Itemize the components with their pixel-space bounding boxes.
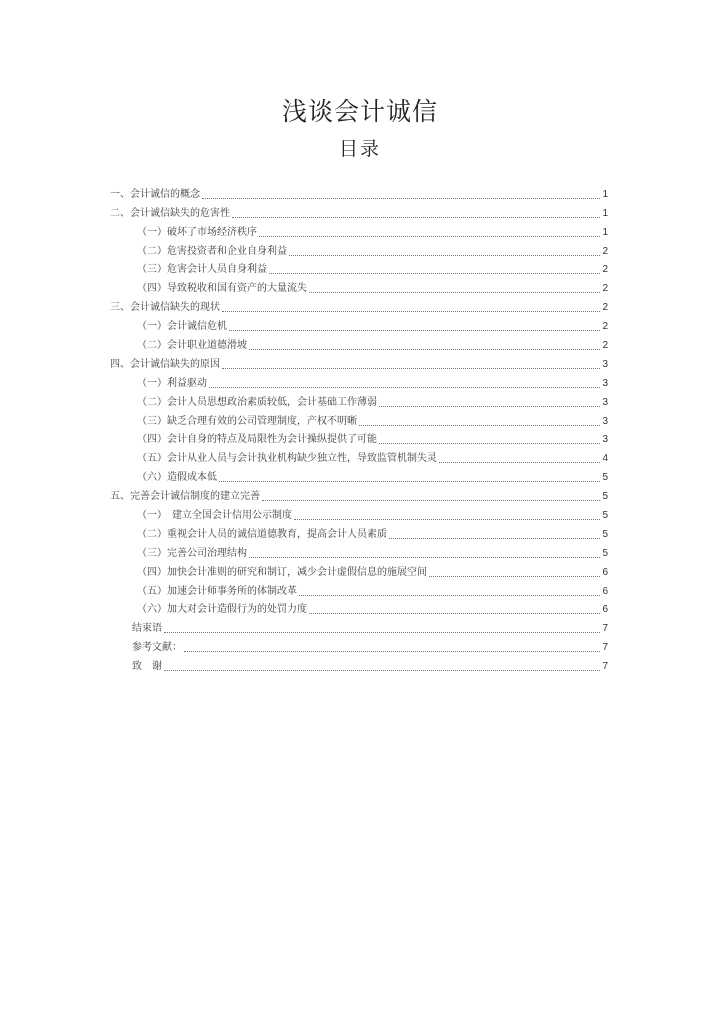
toc-page-number: 3 bbox=[602, 396, 608, 408]
toc-entry[interactable] bbox=[110, 465, 610, 484]
toc-entry[interactable] bbox=[110, 635, 610, 654]
toc-page-number: 6 bbox=[602, 604, 608, 616]
toc-entry[interactable] bbox=[110, 409, 610, 428]
toc-dot-leader bbox=[262, 499, 600, 501]
toc-entry[interactable] bbox=[110, 560, 610, 579]
toc-page-number: 5 bbox=[602, 528, 608, 540]
toc-page-number: 5 bbox=[602, 547, 608, 559]
toc-entry-title: （五）会计从业人员与会计执业机构缺少独立性，导致监管机制失灵 bbox=[137, 453, 437, 465]
toc-entry-title: 致 谢 bbox=[132, 661, 162, 673]
toc-entry[interactable] bbox=[110, 446, 610, 465]
toc-page-number: 3 bbox=[602, 434, 608, 446]
toc-entry-title: （一）破坏了市场经济秩序 bbox=[137, 226, 257, 238]
toc-entry-title: 结束语 bbox=[132, 623, 162, 635]
toc-page-number: 2 bbox=[602, 283, 608, 295]
toc-entry[interactable] bbox=[110, 220, 610, 239]
toc-dot-leader bbox=[249, 348, 600, 350]
toc-page-number: 6 bbox=[602, 585, 608, 597]
toc-entry-title: （一） 建立全国会计信用公示制度 bbox=[137, 510, 292, 522]
toc-page-number: 5 bbox=[602, 472, 608, 484]
toc-entry[interactable] bbox=[110, 428, 610, 447]
toc-entry[interactable] bbox=[110, 484, 610, 503]
toc-entry-title: （四）导致税收和国有资产的大量流失 bbox=[137, 283, 307, 295]
toc-entry-title: （四）加快会计准则的研究和制订，减少会计虚假信息的施展空间 bbox=[137, 566, 427, 578]
toc-entry-title: （六）造假成本低 bbox=[137, 472, 217, 484]
toc-entry[interactable] bbox=[110, 371, 610, 390]
toc-entry-title: 五、完善会计诚信制度的建立完善 bbox=[110, 491, 260, 503]
toc-heading: 目录 bbox=[338, 138, 381, 160]
toc-entry-title: 一、会计诚信的概念 bbox=[110, 188, 200, 200]
toc-entry-title: 参考文献： bbox=[132, 642, 182, 654]
toc-entry[interactable] bbox=[110, 239, 610, 258]
toc-entry[interactable] bbox=[110, 333, 610, 352]
toc-dot-leader bbox=[379, 405, 600, 407]
toc-dot-leader bbox=[429, 575, 600, 577]
toc-entry-title: （三）缺乏合理有效的公司管理制度，产权不明晰 bbox=[137, 415, 357, 427]
toc-entry-title: （三）危害会计人员自身利益 bbox=[137, 264, 267, 276]
toc-entry[interactable] bbox=[110, 295, 610, 314]
toc-dot-leader bbox=[232, 216, 600, 218]
toc-dot-leader bbox=[222, 310, 600, 312]
toc-entry[interactable] bbox=[110, 541, 610, 560]
toc-page-number: 5 bbox=[602, 510, 608, 522]
toc-entry-title: （二）重视会计人员的诚信道德教育，提高会计人员素质 bbox=[137, 528, 387, 540]
toc-dot-leader bbox=[379, 442, 600, 444]
toc-dot-leader bbox=[309, 291, 600, 293]
toc-page-number: 1 bbox=[602, 207, 608, 219]
toc-entry-title: 四、会计诚信缺失的原因 bbox=[110, 358, 220, 370]
toc-dot-leader bbox=[209, 386, 600, 388]
toc-dot-leader bbox=[309, 612, 600, 614]
toc-page-number: 5 bbox=[602, 491, 608, 503]
toc-entry-title: （三）完善公司治理结构 bbox=[137, 547, 247, 559]
toc-page-number: 2 bbox=[602, 264, 608, 276]
toc-entry[interactable] bbox=[110, 390, 610, 409]
toc-page-number: 2 bbox=[602, 340, 608, 352]
toc-page-number: 2 bbox=[602, 302, 608, 314]
toc-dot-leader bbox=[359, 424, 600, 426]
toc-entry-title: （二）危害投资者和企业自身利益 bbox=[137, 245, 287, 257]
toc-entry[interactable] bbox=[110, 258, 610, 277]
toc-dot-leader bbox=[202, 197, 600, 199]
toc-dot-leader bbox=[289, 254, 600, 256]
toc-dot-leader bbox=[294, 518, 600, 520]
toc-entry[interactable] bbox=[110, 314, 610, 333]
toc-entry[interactable] bbox=[110, 201, 610, 220]
toc-entry-title: 三、会计诚信缺失的现状 bbox=[110, 302, 220, 314]
toc-entry-title: （四）会计自身的特点及局限性为会计操纵提供了可能 bbox=[137, 434, 377, 446]
toc-dot-leader bbox=[249, 556, 600, 558]
toc-page-number: 4 bbox=[602, 453, 608, 465]
toc-dot-leader bbox=[219, 480, 600, 482]
toc-entry-title: 二、会计诚信缺失的危害性 bbox=[110, 207, 230, 219]
toc-entry[interactable] bbox=[110, 276, 610, 295]
toc-entry-title: （六）加大对会计造假行为的处罚力度 bbox=[137, 604, 307, 616]
toc-entry-title: （五）加速会计师事务所的体制改革 bbox=[137, 585, 297, 597]
toc-page-number: 7 bbox=[602, 661, 608, 673]
toc-page-number: 7 bbox=[602, 623, 608, 635]
toc-entry-title: （二）会计人员思想政治素质较低，会计基础工作薄弱 bbox=[137, 396, 377, 408]
toc-dot-leader bbox=[439, 461, 600, 463]
toc-page-number: 1 bbox=[602, 188, 608, 200]
toc-dot-leader bbox=[299, 594, 600, 596]
toc-entry-title: （一）利益驱动 bbox=[137, 377, 207, 389]
toc-dot-leader bbox=[184, 650, 600, 652]
toc-entry[interactable] bbox=[110, 352, 610, 371]
toc-entry[interactable] bbox=[110, 654, 610, 673]
toc-entry[interactable] bbox=[110, 616, 610, 635]
toc-page-number: 6 bbox=[602, 566, 608, 578]
toc-entry[interactable] bbox=[110, 182, 610, 201]
toc-entry-title: （一）会计诚信危机 bbox=[137, 321, 227, 333]
toc-dot-leader bbox=[259, 235, 600, 237]
toc-page-number: 2 bbox=[602, 321, 608, 333]
toc-page-number: 3 bbox=[602, 377, 608, 389]
toc-entry[interactable] bbox=[110, 522, 610, 541]
toc-entry[interactable] bbox=[110, 503, 610, 522]
document-title: 浅谈会计诚信 bbox=[281, 97, 438, 126]
toc-page-number: 1 bbox=[602, 226, 608, 238]
toc-entry[interactable] bbox=[110, 598, 610, 617]
toc-entry[interactable] bbox=[110, 579, 610, 598]
toc-dot-leader bbox=[164, 631, 600, 633]
toc-page-number: 3 bbox=[602, 358, 608, 370]
toc-dot-leader bbox=[164, 669, 600, 671]
toc-page-number: 3 bbox=[602, 415, 608, 427]
table-of-contents bbox=[110, 182, 610, 673]
toc-page-number: 2 bbox=[602, 245, 608, 257]
toc-entry-title: （二）会计职业道德滑坡 bbox=[137, 340, 247, 352]
toc-dot-leader bbox=[229, 329, 600, 331]
toc-dot-leader bbox=[222, 367, 600, 369]
toc-dot-leader bbox=[389, 537, 600, 539]
toc-page-number: 7 bbox=[602, 642, 608, 654]
toc-dot-leader bbox=[269, 272, 600, 274]
